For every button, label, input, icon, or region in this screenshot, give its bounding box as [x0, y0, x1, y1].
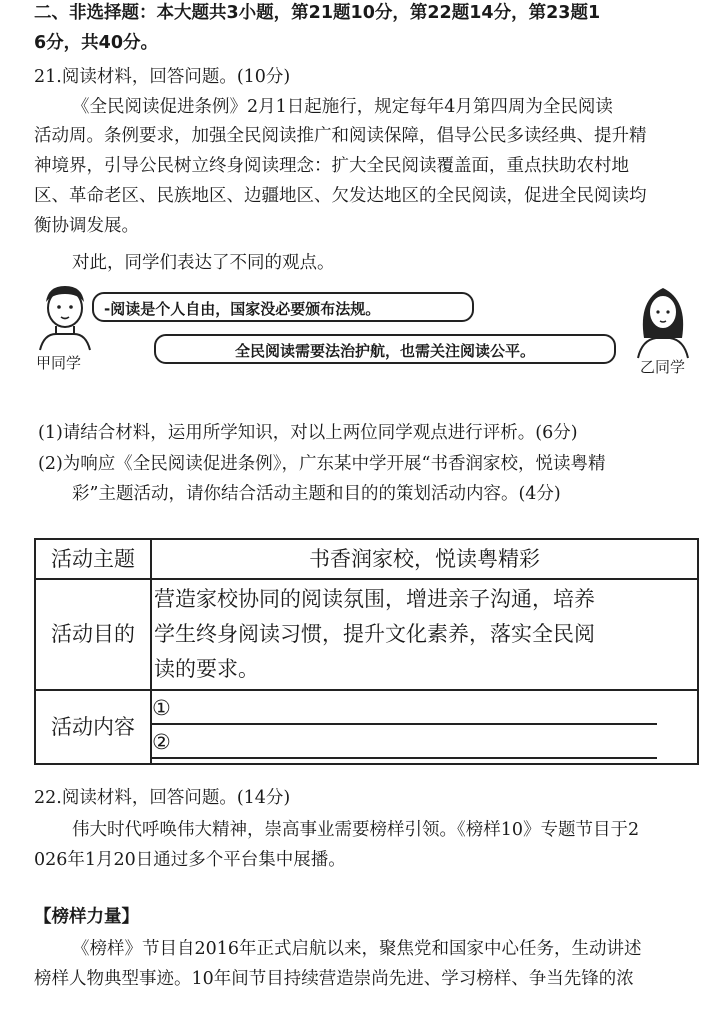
q22-material-line: 026年1月20日通过多个平台集中展播。 — [34, 850, 346, 870]
content-label: 活动内容 — [35, 690, 151, 764]
section-heading-line2: 6分，共40分。 — [34, 33, 159, 53]
q22-subheading: 【榜样力量】 — [34, 907, 139, 927]
q22-material-line: 伟大时代呼唤伟大精神，崇高事业需要榜样引领。《榜样10》专题节目于2 — [72, 820, 640, 840]
student-a-label: 甲同学 — [36, 354, 82, 372]
q21-sub2-line2: 彩”主题活动，请你结合活动主题和目的的策划活动内容。(4分) — [72, 484, 561, 504]
student-b-speech-bubble — [154, 334, 616, 364]
table-row — [35, 539, 698, 579]
item-number-2: ② — [152, 730, 171, 754]
table-row — [35, 579, 698, 690]
q21-material-line: 区、革命老区、民族地区、边疆地区、欠发达地区的全民阅读，促进全民阅读均 — [34, 186, 647, 206]
q22-title: 22.阅读材料，回答问题。(14分) — [34, 788, 291, 808]
theme-value: 书香润家校，悦读粤精彩 — [151, 539, 698, 579]
purpose-label: 活动目的 — [35, 579, 151, 690]
student-b-quote: 全民阅读需要法治护航，也需关注阅读公平。 — [234, 342, 535, 360]
q22-paragraph-line: 《榜样》节目自2016年正式启航以来，聚焦党和国家中心任务，生动讲述 — [72, 939, 642, 959]
student-b-label: 乙同学 — [640, 358, 686, 376]
q21-intro: 对此，同学们表达了不同的观点。 — [72, 253, 335, 273]
q22-paragraph-line: 榜样人物典型事迹。10年间节目持续营造崇尚先进、学习榜样、争当先锋的浓 — [34, 969, 634, 989]
q21-material-line: 《全民阅读促进条例》2月1日起施行，规定每年4月第四周为全民阅读 — [72, 97, 613, 117]
purpose-line: 读的要求。 — [154, 657, 259, 681]
q21-sub1: (1)请结合材料，运用所学知识，对以上两位同学观点进行评析。(6分) — [38, 423, 578, 443]
q21-material-line: 衡协调发展。 — [34, 216, 139, 236]
section-heading-line1: 二、非选择题：本大题共3小题，第21题10分，第22题14分，第23题1 — [34, 3, 601, 23]
q21-material-line: 神境界，引导公民树立终身阅读理念：扩大全民阅读覆盖面，重点扶助农村地 — [34, 156, 629, 176]
student-a-illustration — [34, 280, 96, 352]
purpose-line: 学生终身阅读习惯，提升文化素养，落实全民阅 — [154, 622, 595, 646]
purpose-value — [151, 579, 698, 690]
table-row — [35, 690, 698, 764]
q21-material-line: 活动周。条例要求，加强全民阅读推广和阅读保障，倡导公民多读经典、提升精 — [34, 126, 647, 146]
content-value — [151, 690, 698, 764]
activity-plan-table — [34, 538, 699, 765]
answer-blank-1[interactable] — [152, 693, 657, 725]
student-a-quote: -阅读是个人自由，国家没必要颁布法规。 — [104, 300, 381, 318]
student-a-speech-bubble — [92, 292, 474, 322]
theme-label: 活动主题 — [35, 539, 151, 579]
student-b-illustration — [630, 280, 696, 360]
answer-blank-2[interactable] — [152, 727, 657, 759]
q21-sub2-line1: (2)为响应《全民阅读促进条例》，广东某中学开展“书香润家校，悦读粤精 — [38, 454, 606, 474]
q21-title: 21.阅读材料，回答问题。(10分) — [34, 67, 291, 87]
item-number-1: ① — [152, 696, 171, 720]
purpose-line: 营造家校协同的阅读氛围，增进亲子沟通，培养 — [154, 587, 595, 611]
